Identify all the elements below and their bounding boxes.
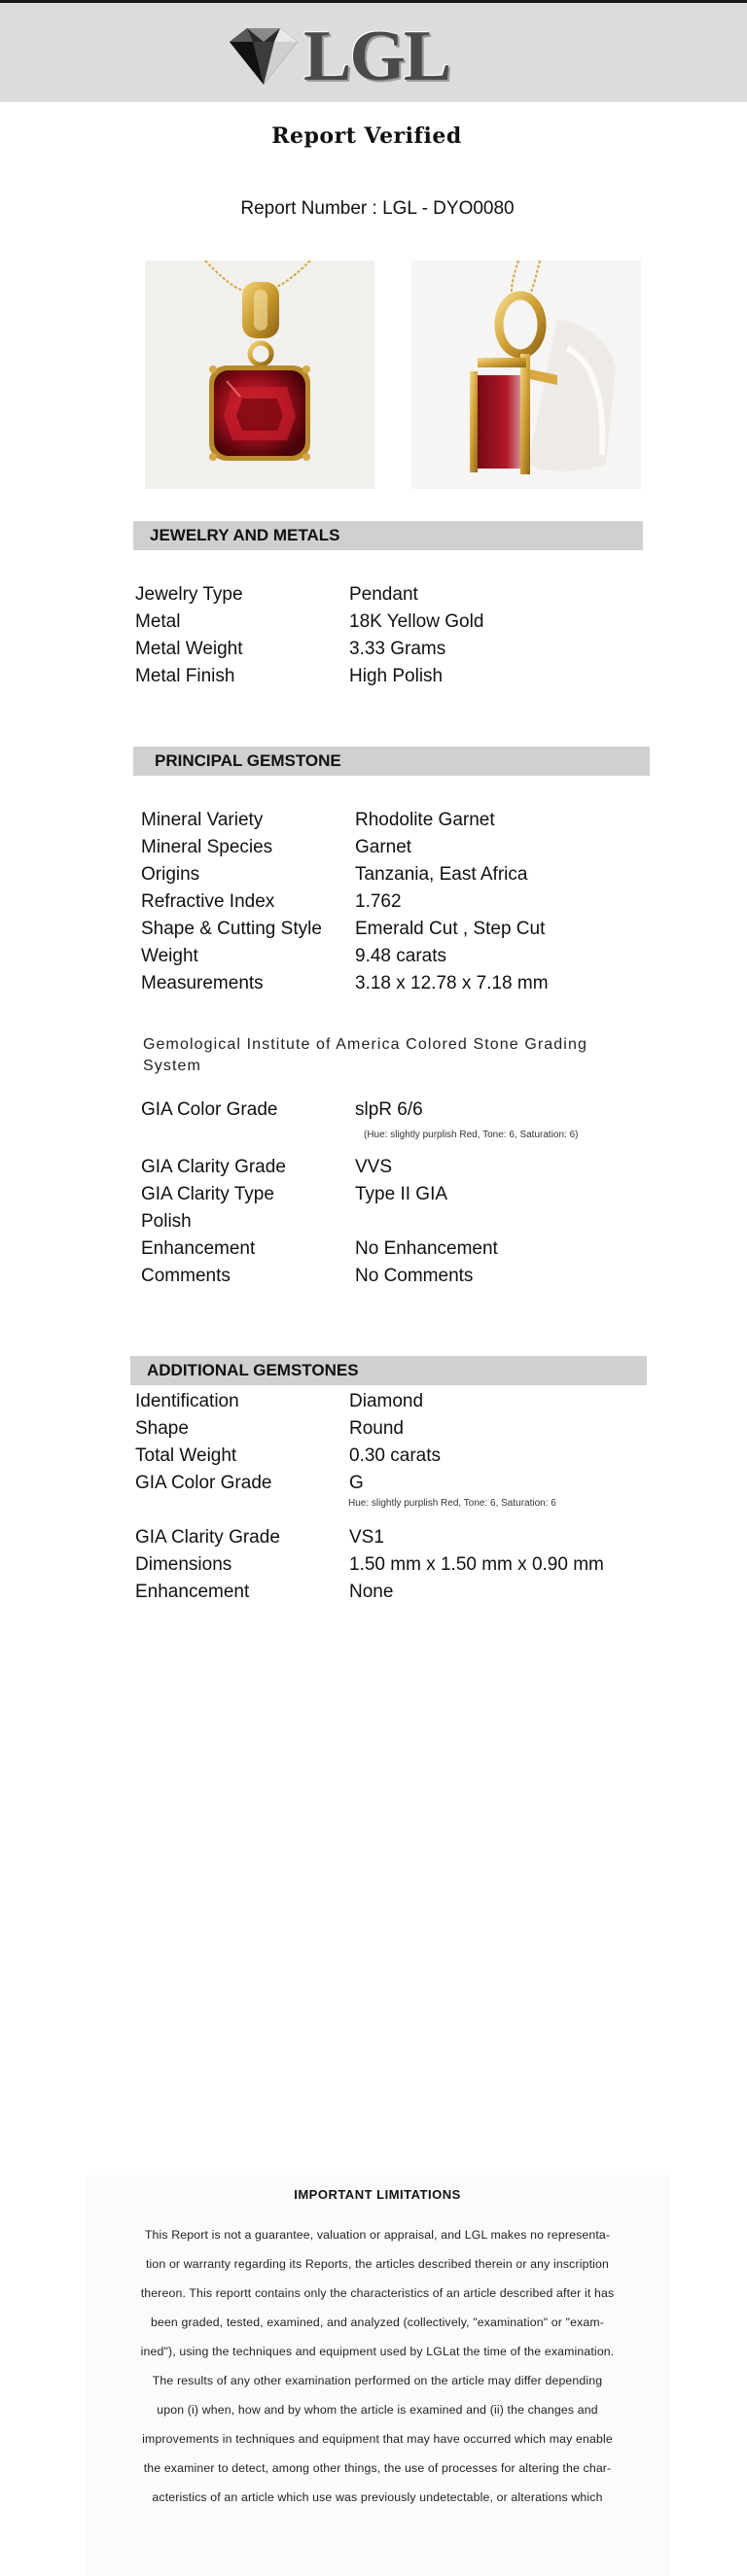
list-item [135, 1470, 441, 1497]
gia-color-note: (Hue: slightly purplish Red, Tone: 6, Saturation: 6) [364, 1130, 579, 1140]
field-label: Identification [135, 1391, 239, 1411]
list-item [141, 943, 549, 970]
field-label: Enhancement [141, 1238, 256, 1259]
field-label: Jewelry Type [135, 584, 243, 605]
list-item [135, 663, 483, 690]
principal-gemstone-header: PRINCIPAL GEMSTONE [133, 747, 650, 776]
field-value: None [349, 1582, 394, 1602]
list-item [135, 1388, 441, 1415]
list-item [141, 1154, 498, 1181]
field-value: 3.33 Grams [349, 639, 446, 659]
additional-gemstones-header: ADDITIONAL GEMSTONES [130, 1356, 647, 1385]
field-label: Enhancement [135, 1582, 250, 1602]
limitations-line: tion or warranty regarding its Reports, the articles described therein or any inscription [145, 2257, 610, 2271]
field-label: Mineral Species [141, 837, 273, 857]
limitations-line: been graded, tested, examined, and analyzed (collectively, "examination" or "exam- [150, 2315, 605, 2329]
limitations-line: The results of any other examination performed on the article may differ depending [152, 2374, 603, 2387]
field-label: Shape & Cutting Style [141, 919, 322, 939]
report-number: Report Number : LGL - DYO0080 [240, 198, 515, 219]
limitations-title: IMPORTANT LIMITATIONS [294, 2187, 461, 2202]
limitations-line: acteristics of an article which use was previously undetectable, or alterations which [152, 2490, 603, 2504]
list-item [141, 1181, 498, 1208]
field-label: Refractive Index [141, 891, 275, 912]
list-item [135, 609, 483, 636]
field-value: Emerald Cut , Step Cut [355, 919, 546, 939]
field-value: No Comments [355, 1266, 474, 1286]
principal-gemstone-list [141, 807, 549, 997]
field-value: VVS [355, 1157, 393, 1177]
limitations-line: upon (i) when, how and by whom the article is examined and (ii) the changes and [157, 2403, 598, 2417]
limitations-line: improvements in techniques and equipment that may have occurred which may enable [142, 2432, 613, 2446]
logo-text: LGL [303, 17, 450, 96]
jewelry-metals-header: JEWELRY AND METALS [133, 521, 643, 550]
important-limitations [86, 2176, 669, 2576]
field-label: Metal [135, 611, 181, 632]
field-label: GIA Color Grade [135, 1473, 272, 1493]
field-value: Rhodolite Garnet [355, 810, 495, 830]
limitations-line: This Report is not a guarantee, valuation or appraisal, and LGL makes no representa- [144, 2228, 611, 2242]
field-label: Comments [141, 1266, 231, 1286]
pendant-front-image [145, 261, 374, 489]
field-value: 18K Yellow Gold [349, 611, 484, 632]
field-label: Polish [141, 1211, 192, 1232]
pendant-side-photo [411, 261, 641, 489]
field-value: No Enhancement [355, 1238, 498, 1259]
field-value: High Polish [349, 666, 444, 686]
field-label: Metal Weight [135, 639, 243, 659]
field-value: 3.18 x 12.78 x 7.18 mm [355, 973, 549, 993]
limitations-line: the examiner to detect, among other things, the use of processes for altering the char- [143, 2461, 612, 2475]
field-value: VS1 [349, 1527, 384, 1548]
list-item [141, 1208, 498, 1236]
diamond-logo-icon [226, 24, 302, 88]
list-item [141, 807, 549, 834]
field-value: Type II GIA [355, 1184, 448, 1204]
list-item [135, 1443, 441, 1470]
header [0, 3, 747, 102]
field-value: Round [349, 1418, 404, 1439]
list-item [135, 1579, 604, 1606]
principal-gemstone-grades-list [141, 1154, 498, 1290]
field-label: GIA Color Grade [141, 1099, 278, 1120]
field-label: Dimensions [135, 1554, 232, 1575]
list-item [141, 834, 549, 861]
list-item [135, 1415, 441, 1443]
field-label: Mineral Variety [141, 810, 264, 830]
field-value: G [349, 1473, 364, 1493]
field-label: Origins [141, 864, 200, 885]
list-item [141, 861, 549, 888]
field-value: 1.50 mm x 1.50 mm x 0.90 mm [349, 1554, 604, 1575]
list-item [141, 1236, 498, 1263]
gia-color-grade-row [141, 1099, 423, 1121]
jewelry-metals-list [135, 581, 483, 690]
gia-grading-heading: Gemological Institute of America Colored Stone Grading System [143, 1036, 587, 1074]
limitations-line: ined"), using the techniques and equipment used by LGLat the time of the examination. [140, 2345, 615, 2358]
field-value: Pendant [349, 584, 418, 605]
field-value: slpR 6/6 [355, 1099, 423, 1120]
pendant-front-photo [145, 261, 374, 489]
field-label: Shape [135, 1418, 189, 1439]
lgl-logo [226, 17, 479, 94]
field-label: GIA Clarity Type [141, 1184, 274, 1204]
field-label: Metal Finish [135, 666, 235, 686]
list-item [135, 1524, 604, 1551]
field-value: 0.30 carats [349, 1445, 441, 1466]
list-item [135, 1551, 604, 1579]
list-item [141, 970, 549, 997]
field-value: 1.762 [355, 891, 402, 912]
list-item [141, 916, 549, 943]
list-item [141, 888, 549, 916]
field-value: Garnet [355, 837, 412, 857]
field-value: Tanzania, East Africa [355, 864, 528, 885]
field-label: Weight [141, 946, 198, 966]
list-item [135, 636, 483, 663]
field-value: Diamond [349, 1391, 424, 1411]
field-label: GIA Clarity Grade [135, 1527, 280, 1548]
additional-color-note: Hue: slightly purplish Red, Tone: 6, Saturation: 6 [348, 1498, 556, 1509]
limitations-line: thereon. This reportt contains only the characteristics of an article described after it has [140, 2286, 615, 2300]
field-value: 9.48 carats [355, 946, 446, 966]
field-label: Total Weight [135, 1445, 237, 1466]
pendant-side-image [411, 261, 641, 489]
list-item [141, 1263, 498, 1290]
report-title: Report Verified [271, 123, 462, 149]
field-label: GIA Clarity Grade [141, 1157, 286, 1177]
additional-gemstones-list [135, 1388, 441, 1497]
additional-gemstones-grades-list [135, 1524, 604, 1606]
field-label: Measurements [141, 973, 264, 993]
list-item [135, 581, 483, 609]
